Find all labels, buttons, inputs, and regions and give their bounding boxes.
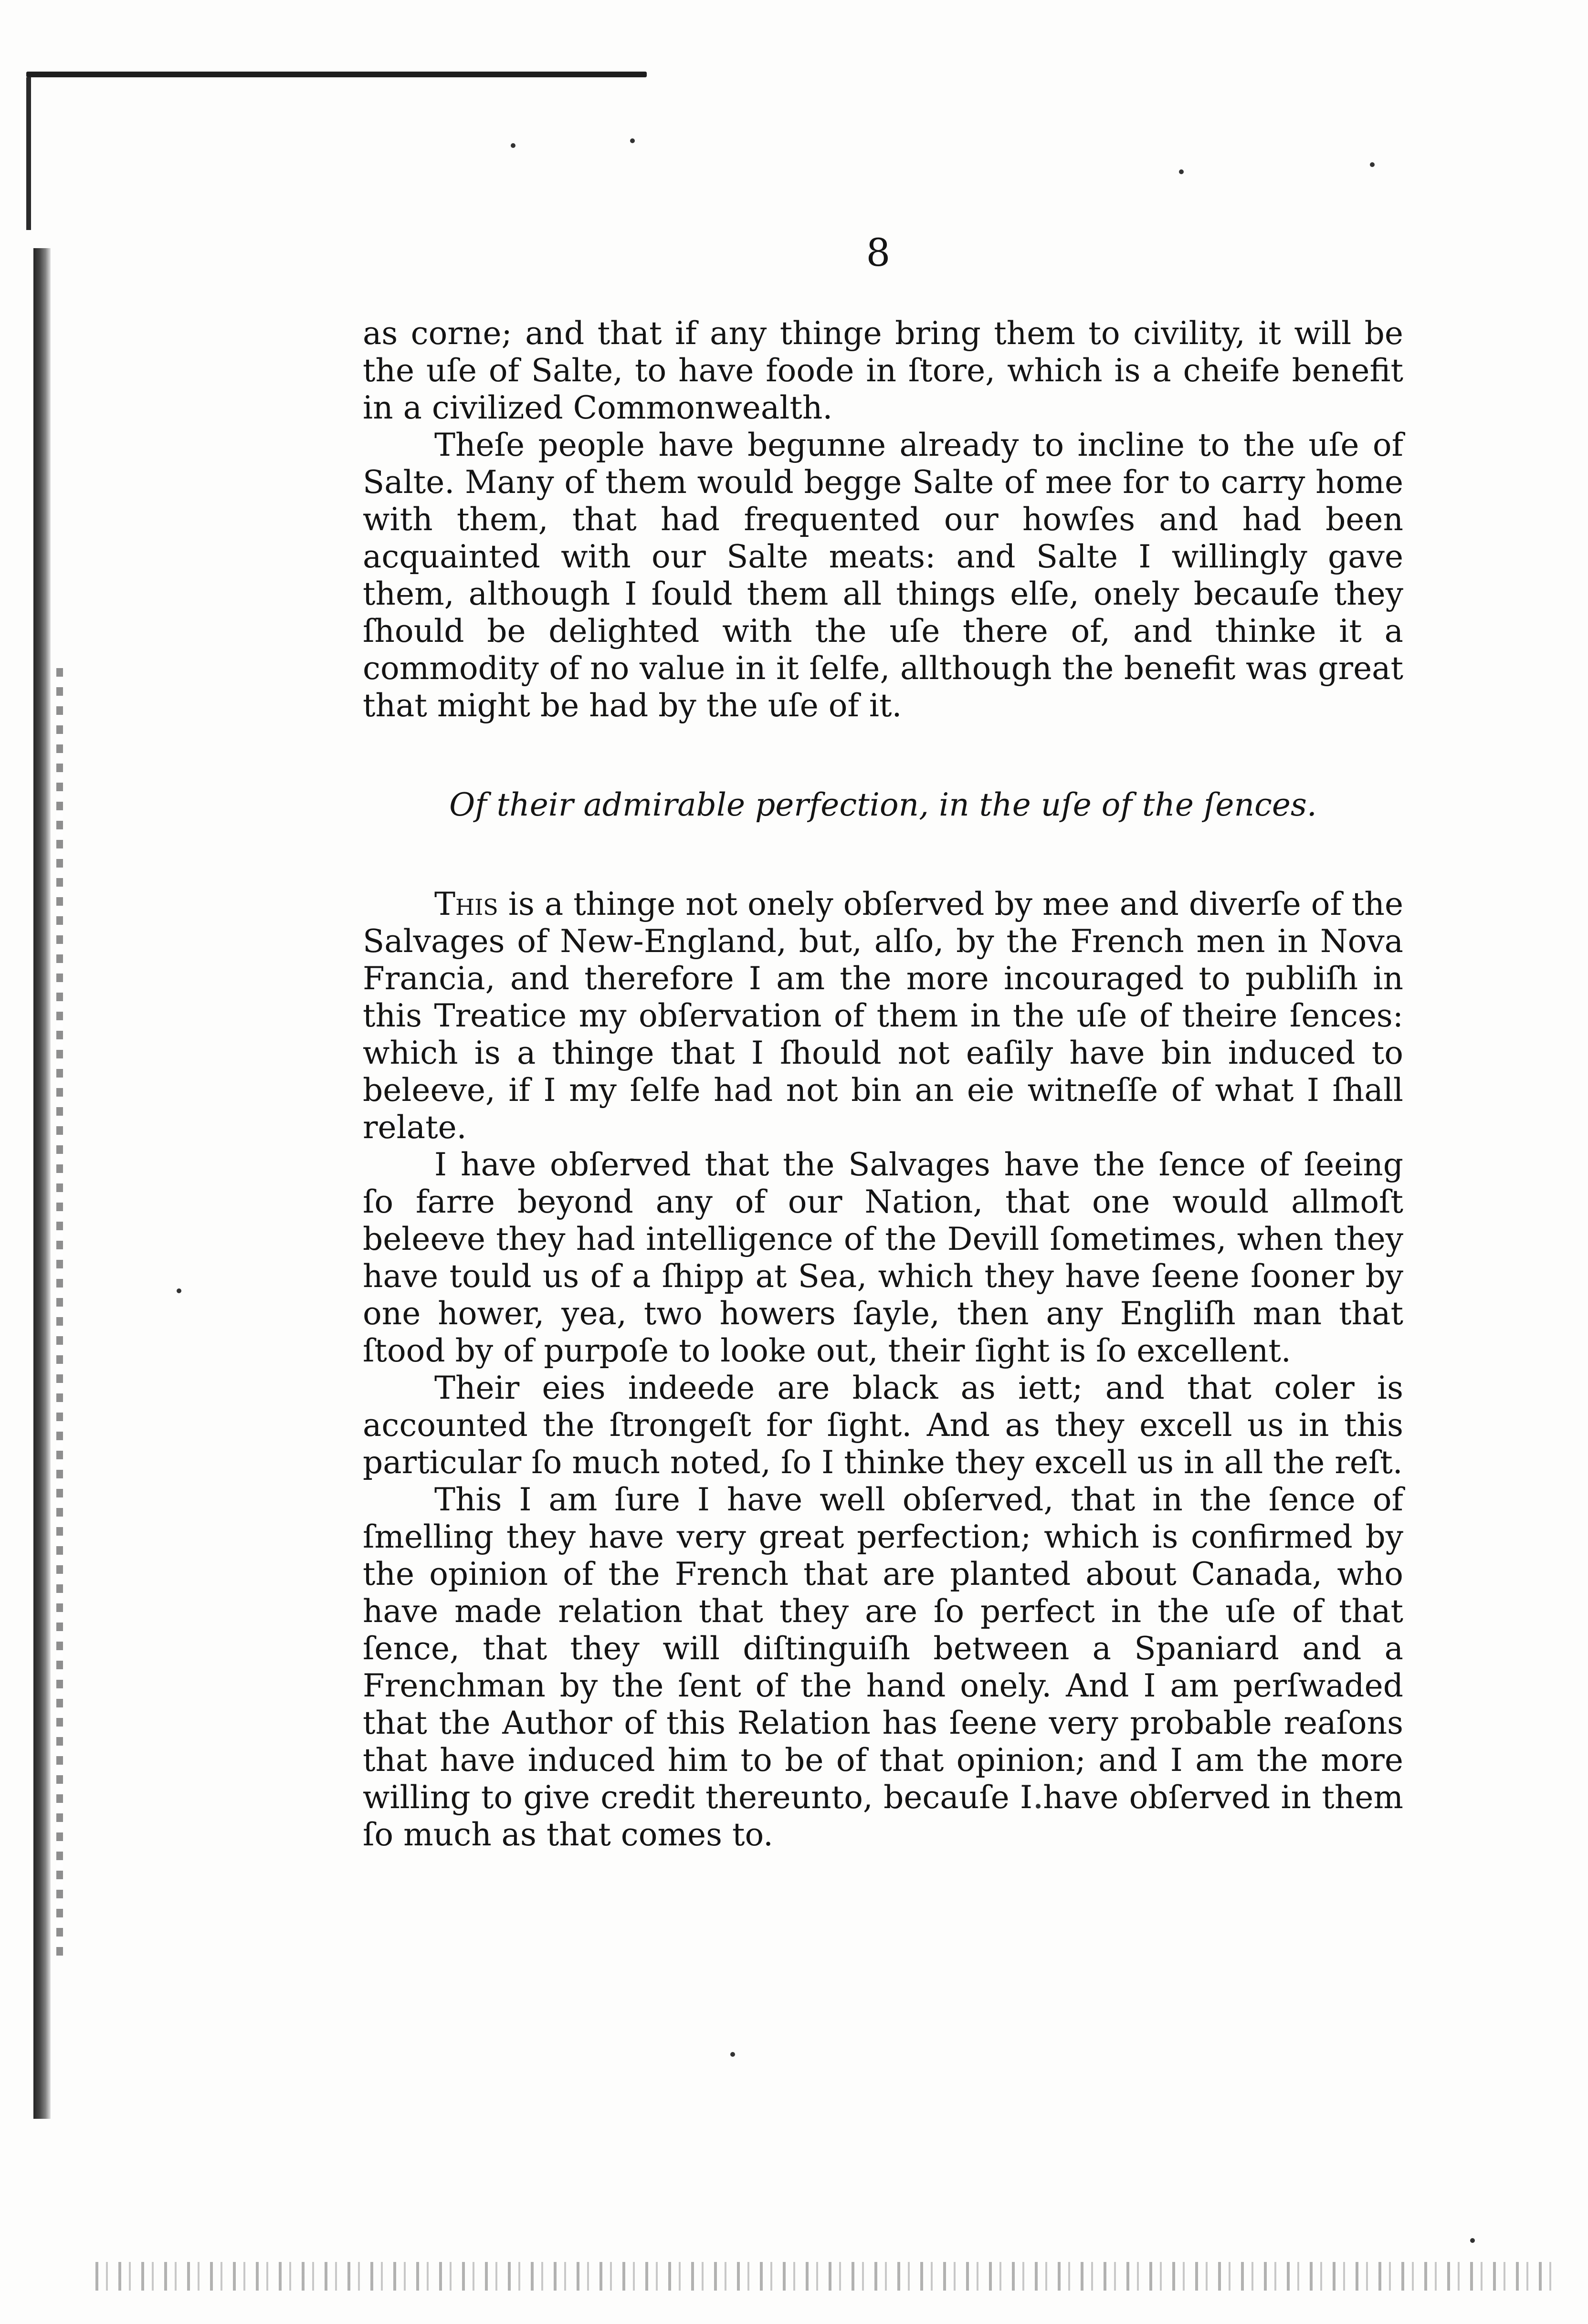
- binding-edge-texture: [56, 668, 63, 1957]
- lead-word: This: [434, 886, 498, 922]
- paragraph-salte: Theſe people have begunne already to incline to the uſe of Salte. Many of them would begge Salte of mee for to carry home with them, that had frequented our howſes and had been acquainted with our Salte meats: and Salte I willingly gave them, although I ſould them all things elſe, onely becauſe they ſhould be delighted with the uſe there of, and thinke it a commodity of no value in it ſelfe, allthough the benefit was great that might be had by the uſe of it.: [363, 427, 1403, 724]
- scan-speck: [1470, 2238, 1475, 2243]
- paragraph-smelling: This I am ſure I have well obſerved, that in the ſence of ſmelling they have very great perfection; which is confirmed by the opinion of the French that are planted about Canada, who have made relation that they are ſo perfect in the uſe of that ſence, that they will diſtinguiſh between a Spaniard and a Frenchman by the ſent of the hand onely. And I am perſwaded that the Author of this Relation has ſeene very probable reaſons that have induced him to be of that opinion; and I am the more willing to give credit thereunto, becauſe I have obſerved in them ſo much as that comes to.: [363, 1481, 1403, 1853]
- scan-bottom-noise: [95, 2262, 1551, 2291]
- scan-speck: [1370, 162, 1375, 167]
- section-lead-paragraph: [363, 886, 1403, 1146]
- paragraph-seeing: I have obſerved that the Salvages have the ſence of ſeeing ſo farre beyond any of our Nation, that one would allmoſt beleeve they had intelligence of the Devill ſometimes, when they have tould us of a ſhipp at Sea, which they have ſeene ſooner by one hower, yea, two howers ſayle, then any Engliſh man that ſtood by of purpoſe to looke out, their ſight is ſo excellent.: [363, 1146, 1403, 1369]
- scan-corner-mark: [26, 77, 31, 230]
- binding-edge-shadow: [33, 248, 51, 2119]
- scan-speck: [511, 143, 515, 148]
- scan-speck: [177, 1288, 181, 1293]
- body-text: [363, 315, 1403, 1853]
- lead-paragraph-text: is a thinge not onely obſerved by mee and diverſe of the Salvages of New-England, but, alſo, by the French men in Nova Francia, and therefore I am the more incouraged to publiſh in this Treatice my obſervation of them in the uſe of theire ſences: which is a thinge that I ſhould not eaſily have bin induced to beleeve, if I my ſelfe had not bin an eie witneſſe of what I ſhall relate.: [363, 886, 1403, 1146]
- section-heading: Of their admirable perfection, in the uſe of the ſences.: [449, 786, 1317, 823]
- paragraph-eies: Their eies indeede are black as iett; and that coler is accounted the ſtrongeſt for ſight. And as they excell us in this particular ſo much noted, ſo I thinke they excell us in all the reſt.: [363, 1370, 1403, 1481]
- scan-speck: [730, 2052, 735, 2057]
- scan-speck: [1179, 169, 1184, 174]
- page-number: 8: [866, 230, 891, 275]
- scan-speck: [630, 138, 635, 143]
- paragraph-continued: as corne; and that if any thinge bring them to civility, it will be the uſe of Salte, to have foode in ſtore, which is a cheife benefit in a civilized Commonwealth.: [363, 315, 1403, 426]
- scan-top-rule: [26, 72, 647, 77]
